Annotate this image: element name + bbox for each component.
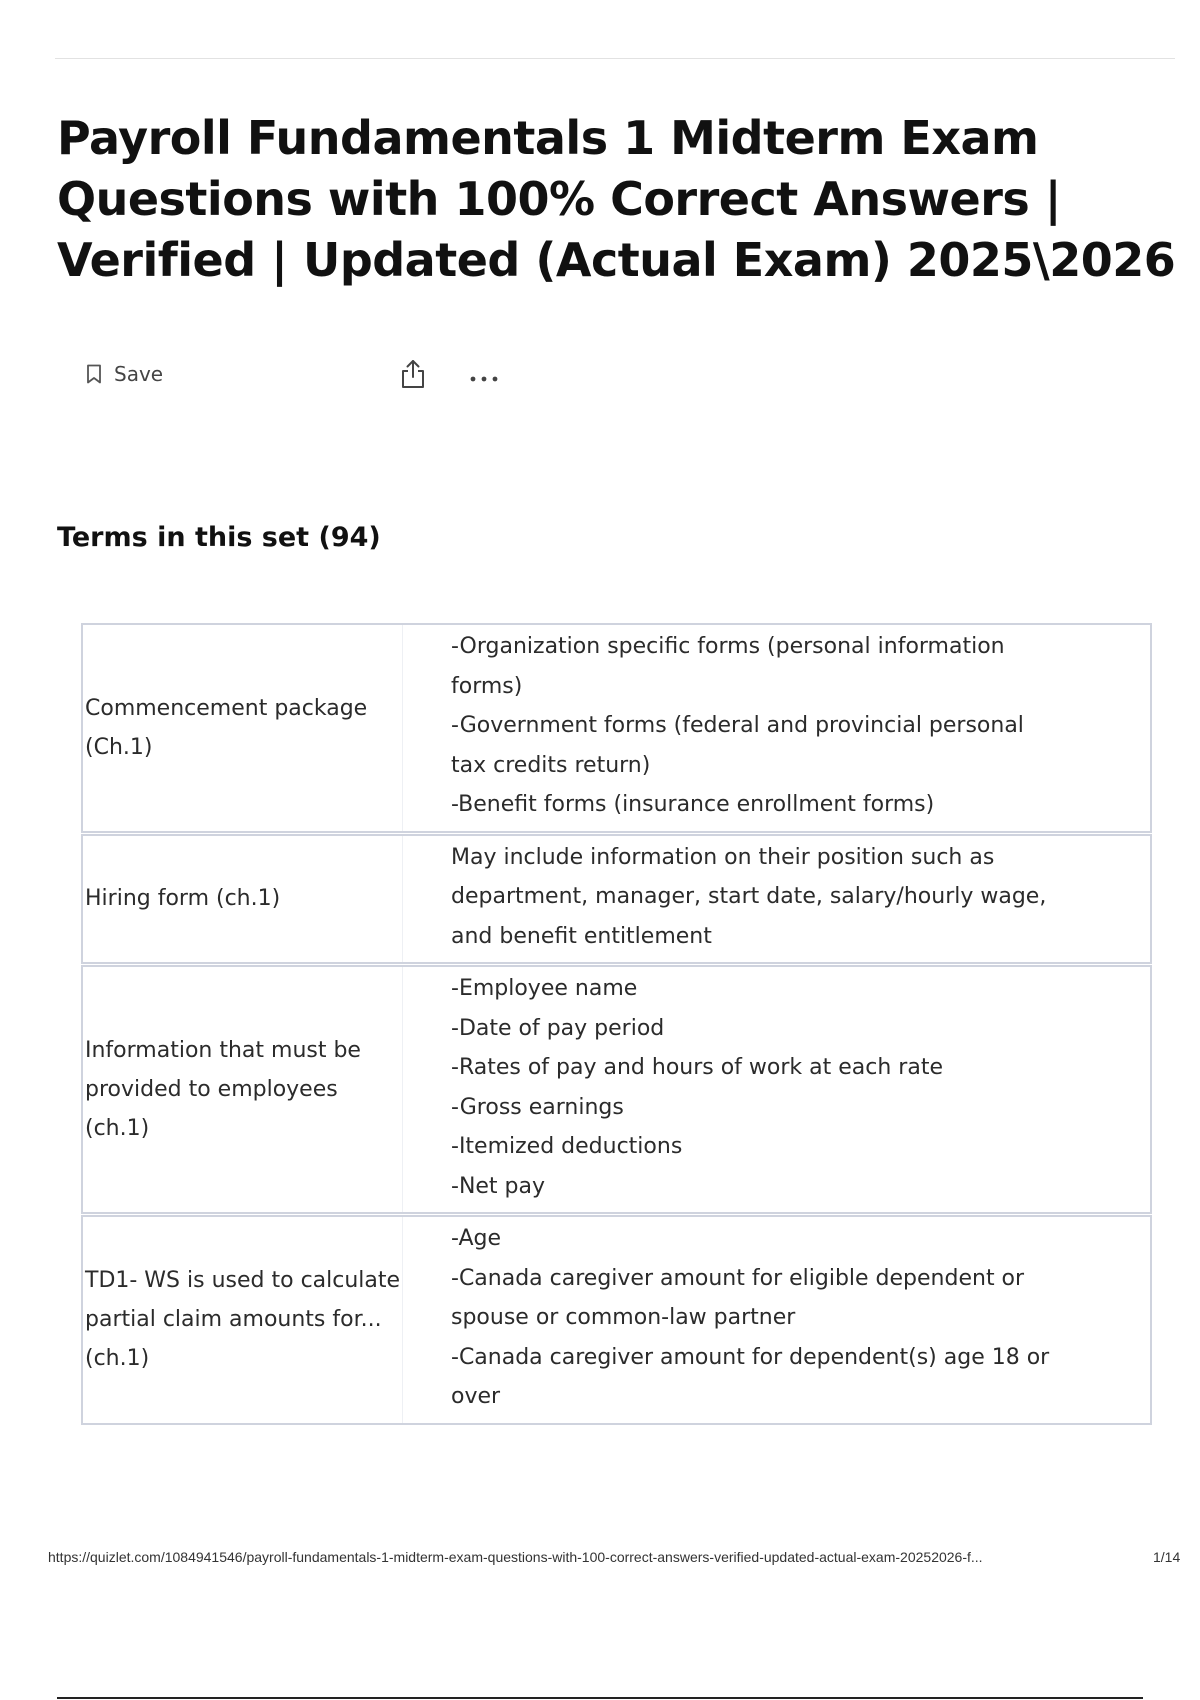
page-title: Payroll Fundamentals 1 Midterm Exam Questions with 100% Correct Answers | Verified | Updated (Actual Exam) 2025\2026 (57, 111, 1176, 287)
term-row (81, 965, 1152, 1214)
more-icon[interactable] (469, 368, 499, 387)
terms-heading: Terms in this set (94) (57, 522, 381, 553)
bookmark-icon (86, 364, 102, 384)
definition-line: May include information on their position such as department, manager, start date, salary/hourly wage, and benefit entitlement (451, 844, 1047, 949)
definition-line: -Employee name (451, 976, 638, 1001)
save-button[interactable] (86, 362, 163, 386)
definition-text (403, 836, 1150, 963)
definition-text (403, 967, 1150, 1212)
bottom-divider (57, 1697, 1143, 1699)
definition-text (403, 625, 1150, 831)
term-text: Commencement package (Ch.1) (83, 625, 403, 831)
terms-table (81, 623, 1152, 1426)
definition-line: -Gross earnings (451, 1094, 624, 1120)
page-number: 1/14 (1153, 1549, 1181, 1565)
save-label: Save (114, 362, 164, 386)
definition-line: -Benefit forms (insurance enrollment forms) (451, 792, 935, 817)
definition-line: -Itemized deductions (451, 1134, 683, 1159)
definition-text (403, 1217, 1150, 1423)
term-row (81, 834, 1152, 965)
definition-line: -Organization specific forms (personal information forms) (451, 634, 1005, 699)
term-row (81, 1215, 1152, 1425)
term-row (81, 623, 1152, 833)
definition-line: -Canada caregiver amount for eligible dependent or spouse or common-law partner (451, 1265, 1025, 1330)
definition-line: -Date of pay period (451, 1015, 665, 1041)
page-url: https://quizlet.com/1084941546/payroll-fundamentals-1-midterm-exam-questions-with-100-correct-answers-verified-updated-actual-exam-20252026-f... (48, 1549, 983, 1565)
term-text: Information that must be provided to employees (ch.1) (83, 967, 403, 1212)
header-divider (55, 58, 1175, 59)
term-text: TD1- WS is used to calculate partial claim amounts for... (ch.1) (83, 1217, 403, 1423)
definition-line: -Government forms (federal and provincial personal tax credits return) (451, 713, 1024, 778)
share-icon[interactable] (399, 358, 427, 394)
action-bar (86, 362, 526, 390)
definition-line: -Net pay (451, 1173, 546, 1199)
definition-line: -Rates of pay and hours of work at each rate (451, 1055, 943, 1080)
term-text: Hiring form (ch.1) (83, 836, 403, 963)
definition-line: -Age (451, 1226, 502, 1251)
definition-line: -Canada caregiver amount for dependent(s) age 18 or over (451, 1344, 1050, 1409)
